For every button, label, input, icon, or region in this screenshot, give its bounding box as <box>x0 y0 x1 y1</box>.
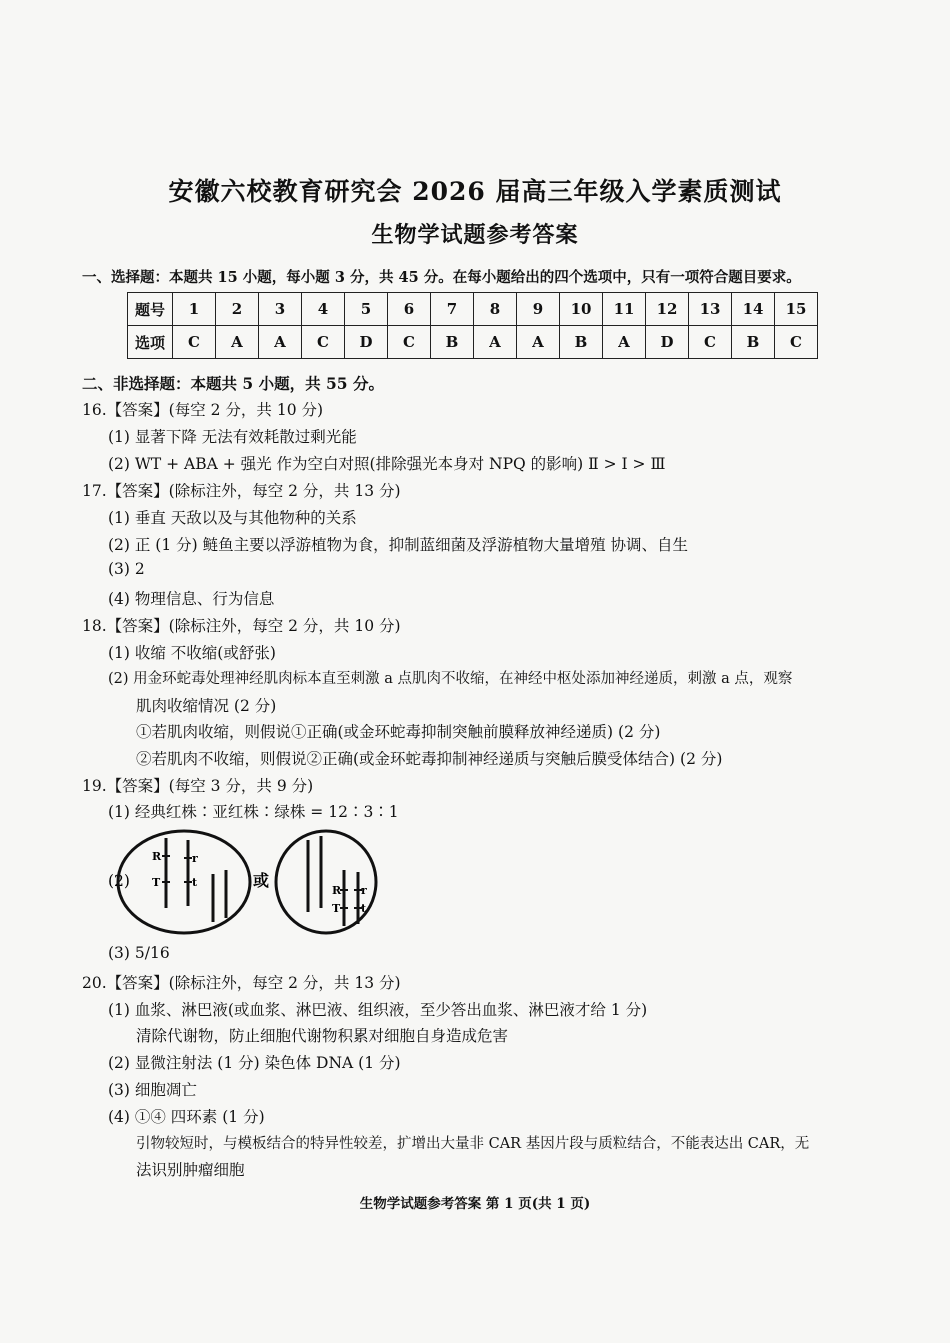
number-cell: 3 <box>259 293 302 326</box>
cell-circle-right <box>276 831 376 933</box>
answer-cell: C <box>388 326 431 359</box>
number-cell: 13 <box>689 293 732 326</box>
q16-heading: 16.【答案】(每空 2 分，共 10 分) <box>82 401 324 419</box>
q18-answer-hypothesis-1: ①若肌肉收缩，则假说①正确(或金环蛇毒抑制突触前膜释放神经递质) (2 分) <box>136 723 661 741</box>
gene-label-t-right: t <box>361 902 367 915</box>
gene-label-r-left: r <box>192 852 198 865</box>
answer-cell: C <box>173 326 216 359</box>
gene-label-r-right: r <box>361 884 367 897</box>
chromosome-diagram-svg <box>108 826 378 938</box>
or-connector: 或 <box>253 871 270 890</box>
q18-heading: 18.【答案】(除标注外，每空 2 分，共 10 分) <box>82 617 401 635</box>
answer-cell: A <box>259 326 302 359</box>
number-cell: 2 <box>216 293 259 326</box>
gene-label-R-left: R <box>152 850 162 863</box>
number-cell: 11 <box>603 293 646 326</box>
q20-answer-4-cont: 引物较短时，与模板结合的特异性较差，扩增出大量非 CAR 基因片段与质粒结合，不能表达出 CAR，无 <box>136 1136 810 1152</box>
section2-heading: 二、非选择题：本题共 5 小题，共 55 分。 <box>82 374 384 393</box>
q18-answer-hypothesis-2: ②若肌肉不收缩，则假说②正确(或金环蛇毒抑制神经递质与突触后膜受体结合) (2 分) <box>136 750 723 768</box>
number-cell: 14 <box>732 293 775 326</box>
number-cell: 12 <box>646 293 689 326</box>
answer-cell: C <box>775 326 818 359</box>
answer-cell: A <box>603 326 646 359</box>
number-cell: 6 <box>388 293 431 326</box>
q18-answer-2: (2) 用金环蛇毒处理神经肌肉标本直至刺激 a 点肌肉不收缩，在神经中枢处添加神经递质，刺激 a 点，观察 <box>108 671 793 687</box>
q18-answer-1: (1) 收缩 不收缩(或舒张) <box>108 644 276 662</box>
answer-cell: B <box>732 326 775 359</box>
q20-answer-1: (1) 血浆、淋巴液(或血浆、淋巴液、组织液，至少答出血浆、淋巴液才给 1 分) <box>108 1001 648 1019</box>
number-cell: 4 <box>302 293 345 326</box>
page-title: 安徽六校教育研究会 2026 届高三年级入学素质测试 <box>168 177 782 206</box>
q20-answer-2: (2) 显微注射法 (1 分) 染色体 DNA (1 分) <box>108 1054 401 1072</box>
chromosome-diagram <box>108 826 378 942</box>
q17-heading: 17.【答案】(除标注外，每空 2 分，共 13 分) <box>82 482 401 500</box>
number-cell: 10 <box>560 293 603 326</box>
gene-label-t-left: t <box>192 876 198 889</box>
answer-cell: A <box>517 326 560 359</box>
gene-label-T-right: T <box>332 902 341 915</box>
page-subtitle: 生物学试题参考答案 <box>371 222 579 248</box>
gene-label-R-right: R <box>332 884 342 897</box>
q19-answer-3: (3) 5/16 <box>108 944 170 962</box>
answer-cell: B <box>560 326 603 359</box>
answer-table <box>127 292 818 359</box>
q19-answer-1: (1) 经典红株∶亚红株∶绿株 = 12∶3∶1 <box>108 803 399 821</box>
number-cell: 5 <box>345 293 388 326</box>
answer-table-number-row <box>128 293 818 326</box>
q18-answer-2-cont: 肌肉收缩情况 (2 分) <box>136 697 277 715</box>
number-cell: 1 <box>173 293 216 326</box>
number-cell: 8 <box>474 293 517 326</box>
q20-answer-4: (4) ①④ 四环素 (1 分) <box>108 1108 265 1126</box>
q19-answer-2-label: (2) <box>108 872 130 890</box>
answer-cell: D <box>345 326 388 359</box>
q20-answer-1-cont: 清除代谢物，防止细胞代谢物积累对细胞自身造成危害 <box>136 1027 509 1045</box>
answer-cell: A <box>216 326 259 359</box>
page-footer: 生物学试题参考答案 第 1 页(共 1 页) <box>359 1196 591 1212</box>
answer-cell: D <box>646 326 689 359</box>
number-cell: 15 <box>775 293 818 326</box>
q17-answer-2: (2) 正 (1 分) 鲢鱼主要以浮游植物为食，抑制蓝细菌及浮游植物大量增殖 协调、自生 <box>108 536 689 554</box>
q20-heading: 20.【答案】(除标注外，每空 2 分，共 13 分) <box>82 974 401 992</box>
answer-table-option-row <box>128 326 818 359</box>
gene-label-T-left: T <box>152 876 161 889</box>
answer-cell: B <box>431 326 474 359</box>
answer-cell: A <box>474 326 517 359</box>
row-label-number: 题号 <box>128 293 173 326</box>
answer-cell: C <box>689 326 732 359</box>
q17-answer-1: (1) 垂直 天敌以及与其他物种的关系 <box>108 509 357 527</box>
number-cell: 7 <box>431 293 474 326</box>
answer-cell: C <box>302 326 345 359</box>
q17-answer-3: (3) 2 <box>108 560 145 578</box>
section1-heading: 一、选择题：本题共 15 小题，每小题 3 分，共 45 分。在每小题给出的四个选项中，只有一项符合题目要求。 <box>82 269 801 286</box>
q20-answer-4-cont-2: 法识别肿瘤细胞 <box>136 1161 245 1179</box>
q20-answer-3: (3) 细胞凋亡 <box>108 1081 197 1099</box>
q16-answer-2: (2) WT + ABA + 强光 作为空白对照(排除强光本身对 NPQ 的影响) Ⅱ > Ⅰ > Ⅲ <box>108 455 666 473</box>
row-label-option: 选项 <box>128 326 173 359</box>
q17-answer-4: (4) 物理信息、行为信息 <box>108 590 275 608</box>
q16-answer-1: (1) 显著下降 无法有效耗散过剩光能 <box>108 428 357 446</box>
q19-heading: 19.【答案】(每空 3 分，共 9 分) <box>82 777 314 795</box>
number-cell: 9 <box>517 293 560 326</box>
